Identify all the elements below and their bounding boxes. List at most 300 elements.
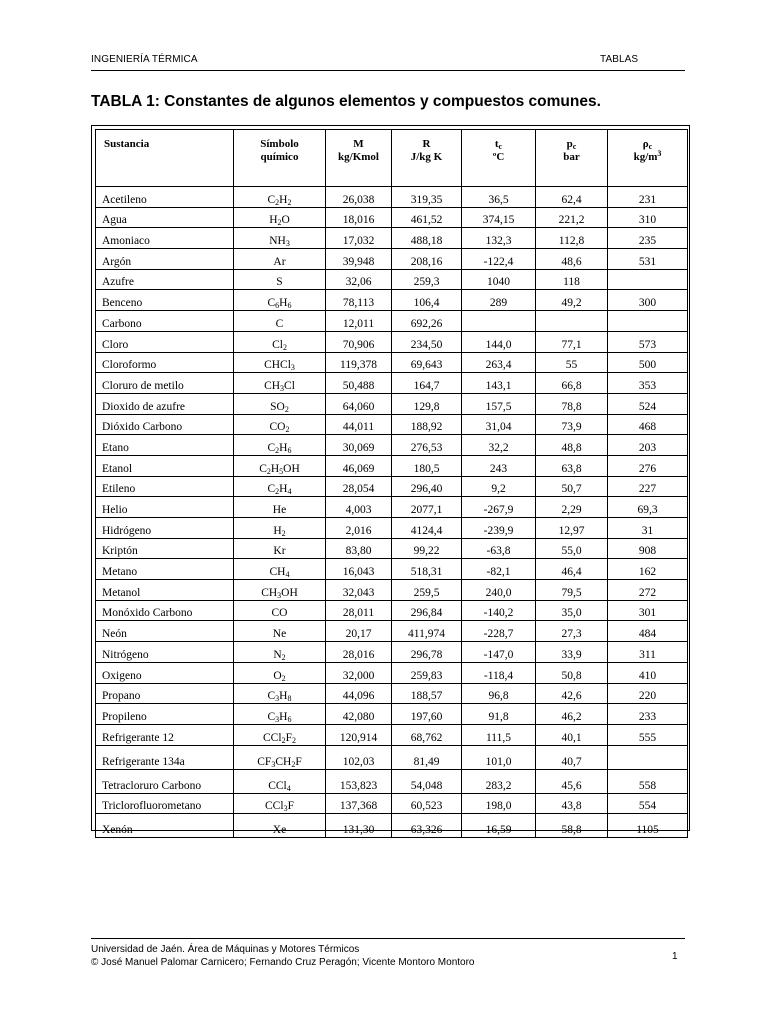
- critical-density-cell: [608, 745, 688, 769]
- column-header: [234, 130, 326, 187]
- gas-constant-cell: 188,92: [392, 414, 462, 435]
- table-row: [96, 704, 688, 725]
- substance-name-cell: Etano: [96, 435, 234, 456]
- formula-subscript: 3: [285, 239, 290, 249]
- formula-subscript: 3: [283, 804, 288, 814]
- molar-mass-cell: 28,011: [326, 600, 392, 621]
- critical-pressure-cell: 46,4: [536, 559, 608, 580]
- formula-text: C: [275, 317, 284, 330]
- chemical-formula-cell: [234, 207, 326, 228]
- table-row: [96, 228, 688, 249]
- critical-density-cell: 531: [608, 249, 688, 270]
- molar-mass-cell: 32,000: [326, 662, 392, 683]
- substance-name-cell: Dióxido Carbono: [96, 414, 234, 435]
- chemical-formula-cell: [234, 683, 326, 704]
- molar-mass-cell: 39,948: [326, 249, 392, 270]
- critical-pressure-cell: 55,0: [536, 538, 608, 559]
- critical-temp-cell: 16,59: [462, 814, 536, 838]
- critical-density-cell: 301: [608, 600, 688, 621]
- column-header-line2: ºC: [492, 151, 505, 163]
- formula-text: OH: [283, 462, 300, 475]
- gas-constant-cell: 488,18: [392, 228, 462, 249]
- molar-mass-cell: 2,016: [326, 518, 392, 539]
- table-row: [96, 814, 688, 838]
- molar-mass-cell: 4,003: [326, 497, 392, 518]
- critical-temp-cell: [462, 311, 536, 332]
- table-row: [96, 600, 688, 621]
- chemical-formula-cell: [234, 414, 326, 435]
- table-row: [96, 497, 688, 518]
- formula-text: Ne: [272, 628, 287, 641]
- critical-pressure-cell: 48,6: [536, 249, 608, 270]
- molar-mass-cell: 131,30: [326, 814, 392, 838]
- formula-text: NH: [269, 235, 286, 248]
- table-row: [96, 662, 688, 683]
- critical-temp-cell: 96,8: [462, 683, 536, 704]
- gas-constant-cell: 518,31: [392, 559, 462, 580]
- gas-constant-cell: 411,974: [392, 621, 462, 642]
- critical-temp-cell: 36,5: [462, 187, 536, 208]
- table-row: [96, 352, 688, 373]
- column-header-line2: kg/m: [633, 151, 658, 163]
- critical-pressure-cell: 35,0: [536, 600, 608, 621]
- column-header-sub: c: [498, 142, 503, 151]
- molar-mass-cell: 120,914: [326, 724, 392, 745]
- table-row: [96, 269, 688, 290]
- table-row: [96, 414, 688, 435]
- critical-temp-cell: 289: [462, 290, 536, 311]
- gas-constant-cell: 461,52: [392, 207, 462, 228]
- critical-density-cell: 1105: [608, 814, 688, 838]
- formula-text: H: [269, 214, 278, 227]
- table-row: [96, 642, 688, 663]
- molar-mass-cell: 78,113: [326, 290, 392, 311]
- table-row: [96, 683, 688, 704]
- chemical-formula-cell: [234, 373, 326, 394]
- critical-pressure-cell: 118: [536, 269, 608, 290]
- formula-text: C: [259, 462, 267, 475]
- formula-text: Kr: [273, 545, 286, 558]
- critical-pressure-cell: 78,8: [536, 393, 608, 414]
- critical-temp-cell: 143,1: [462, 373, 536, 394]
- critical-pressure-cell: 46,2: [536, 704, 608, 725]
- formula-subscript: 2: [291, 735, 296, 745]
- footer-rule: [91, 938, 685, 939]
- gas-constant-cell: 197,60: [392, 704, 462, 725]
- formula-text: H: [270, 462, 280, 475]
- chemical-formula-cell: [234, 518, 326, 539]
- molar-mass-cell: 32,06: [326, 269, 392, 290]
- critical-density-cell: 31: [608, 518, 688, 539]
- formula-text: He: [272, 504, 287, 516]
- critical-pressure-cell: 62,4: [536, 187, 608, 208]
- formula-subscript: 2: [281, 652, 286, 662]
- critical-temp-cell: 9,2: [462, 476, 536, 497]
- molar-mass-cell: 64,060: [326, 393, 392, 414]
- critical-temp-cell: -118,4: [462, 662, 536, 683]
- critical-pressure-cell: 73,9: [536, 414, 608, 435]
- molar-mass-cell: 153,823: [326, 769, 392, 793]
- formula-text: H: [279, 193, 288, 206]
- molar-mass-cell: 119,378: [326, 352, 392, 373]
- chemical-formula-cell: [234, 704, 326, 725]
- critical-pressure-cell: 2,29: [536, 497, 608, 518]
- critical-temp-cell: -147,0: [462, 642, 536, 663]
- table-row: [96, 769, 688, 793]
- formula-subscript: 2: [281, 735, 286, 745]
- formula-subscript: 2: [277, 218, 282, 228]
- critical-pressure-cell: 112,8: [536, 228, 608, 249]
- formula-text: CCl: [265, 800, 284, 813]
- chemical-formula-cell: [234, 580, 326, 601]
- molar-mass-cell: 17,032: [326, 228, 392, 249]
- critical-temp-cell: 132,3: [462, 228, 536, 249]
- header-right: TABLAS: [600, 54, 639, 65]
- formula-text: O: [273, 669, 282, 682]
- critical-density-cell: 310: [608, 207, 688, 228]
- table-row: [96, 559, 688, 580]
- formula-subscript: 3: [290, 363, 295, 373]
- chemical-formula-cell: [234, 352, 326, 373]
- formula-subscript: 3: [275, 714, 280, 724]
- formula-subscript: 3: [275, 694, 280, 704]
- formula-subscript: 2: [275, 197, 280, 207]
- column-header-line1: M: [353, 138, 364, 150]
- formula-text: CCl: [263, 731, 282, 744]
- critical-density-cell: 300: [608, 290, 688, 311]
- critical-pressure-cell: 49,2: [536, 290, 608, 311]
- formula-subscript: 5: [279, 466, 284, 476]
- critical-density-cell: 227: [608, 476, 688, 497]
- critical-temp-cell: 243: [462, 455, 536, 476]
- table-row: [96, 290, 688, 311]
- table-row: [96, 455, 688, 476]
- table-row: [96, 373, 688, 394]
- critical-density-cell: 162: [608, 559, 688, 580]
- column-header-line1: ρ: [642, 138, 649, 150]
- column-header-line2: kg/Kmol: [338, 151, 379, 163]
- gas-constant-cell: 208,16: [392, 249, 462, 270]
- formula-subscript: 2: [287, 197, 292, 207]
- formula-text: CH: [264, 379, 281, 392]
- substance-name-cell: Etileno: [96, 476, 234, 497]
- substance-name-cell: Refrigerante 134a: [96, 745, 234, 769]
- formula-text: O: [281, 214, 290, 227]
- table-row: [96, 435, 688, 456]
- critical-temp-cell: -239,9: [462, 518, 536, 539]
- critical-density-cell: 233: [608, 704, 688, 725]
- gas-constant-cell: 276,53: [392, 435, 462, 456]
- footer-institution: Universidad de Jaén. Área de Máquinas y Motores Térmicos: [91, 944, 360, 955]
- substance-name-cell: Nitrógeno: [96, 642, 234, 663]
- formula-subscript: 6: [287, 445, 292, 455]
- molar-mass-cell: 70,906: [326, 331, 392, 352]
- substance-name-cell: Propileno: [96, 704, 234, 725]
- gas-constant-cell: 188,57: [392, 683, 462, 704]
- gas-constant-cell: 129,8: [392, 393, 462, 414]
- critical-temp-cell: 144,0: [462, 331, 536, 352]
- chemical-formula-cell: [234, 476, 326, 497]
- substance-name-cell: Azufre: [96, 269, 234, 290]
- substance-name-cell: Amoniaco: [96, 228, 234, 249]
- formula-text: F: [285, 731, 292, 744]
- chemical-formula-cell: [234, 187, 326, 208]
- substance-name-cell: Cloroformo: [96, 352, 234, 373]
- critical-temp-cell: 198,0: [462, 793, 536, 814]
- substance-name-cell: Carbono: [96, 311, 234, 332]
- column-header-sub: c: [648, 142, 653, 151]
- critical-density-cell: 276: [608, 455, 688, 476]
- chemical-formula-cell: [234, 269, 326, 290]
- table-row: [96, 331, 688, 352]
- chemical-formula-cell: [234, 393, 326, 414]
- table-header-row: [96, 130, 688, 187]
- molar-mass-cell: 50,488: [326, 373, 392, 394]
- critical-pressure-cell: 12,97: [536, 518, 608, 539]
- column-header-line1: t: [494, 138, 499, 150]
- chemical-formula-cell: [234, 642, 326, 663]
- chemical-formula-cell: [234, 600, 326, 621]
- molar-mass-cell: 26,038: [326, 187, 392, 208]
- formula-text: CHCl: [264, 359, 291, 372]
- formula-subscript: 2: [285, 425, 290, 435]
- critical-density-cell: 524: [608, 393, 688, 414]
- molar-mass-cell: 20,17: [326, 621, 392, 642]
- formula-text: H: [273, 524, 282, 537]
- critical-density-cell: 554: [608, 793, 688, 814]
- formula-text: C: [267, 297, 276, 310]
- gas-constant-cell: 164,7: [392, 373, 462, 394]
- substance-name-cell: Cloro: [96, 331, 234, 352]
- substance-name-cell: Helio: [96, 497, 234, 518]
- gas-constant-cell: 319,35: [392, 187, 462, 208]
- critical-pressure-cell: 63,8: [536, 455, 608, 476]
- critical-pressure-cell: 58,8: [536, 814, 608, 838]
- formula-subscript: 6: [287, 301, 292, 311]
- column-header-line2: químico: [260, 151, 299, 163]
- critical-density-cell: 311: [608, 642, 688, 663]
- gas-constant-cell: 99,22: [392, 538, 462, 559]
- formula-text: H: [279, 710, 288, 723]
- critical-density-cell: 353: [608, 373, 688, 394]
- substance-name-cell: Monóxido Carbono: [96, 600, 234, 621]
- column-header: [608, 130, 688, 187]
- table-row: [96, 311, 688, 332]
- header-rule: [91, 70, 685, 71]
- formula-subscript: 2: [291, 759, 296, 769]
- critical-temp-cell: -267,9: [462, 497, 536, 518]
- formula-text: Xe: [272, 824, 287, 837]
- chemical-formula-cell: [234, 793, 326, 814]
- table-body: [96, 187, 688, 838]
- chemical-formula-cell: [234, 724, 326, 745]
- molar-mass-cell: 44,096: [326, 683, 392, 704]
- formula-text: OH: [281, 586, 298, 599]
- critical-temp-cell: 32,2: [462, 435, 536, 456]
- formula-text: N: [273, 648, 282, 661]
- column-header-line1: p: [566, 138, 573, 150]
- substance-name-cell: Benceno: [96, 290, 234, 311]
- gas-constant-cell: 63,326: [392, 814, 462, 838]
- critical-density-cell: 272: [608, 580, 688, 601]
- chemical-formula-cell: [234, 435, 326, 456]
- critical-temp-cell: 111,5: [462, 724, 536, 745]
- chemical-formula-cell: [234, 814, 326, 838]
- critical-pressure-cell: 221,2: [536, 207, 608, 228]
- table-row: [96, 187, 688, 208]
- chemical-formula-cell: [234, 559, 326, 580]
- formula-text: H: [279, 441, 288, 454]
- critical-temp-cell: -140,2: [462, 600, 536, 621]
- column-header-sub: c: [572, 142, 577, 151]
- formula-text: SO: [270, 400, 285, 413]
- table-row: [96, 793, 688, 814]
- substance-name-cell: Argón: [96, 249, 234, 270]
- chemical-formula-cell: [234, 621, 326, 642]
- molar-mass-cell: 102,03: [326, 745, 392, 769]
- gas-constant-cell: 81,49: [392, 745, 462, 769]
- critical-density-cell: 235: [608, 228, 688, 249]
- molar-mass-cell: 32,043: [326, 580, 392, 601]
- critical-pressure-cell: 79,5: [536, 580, 608, 601]
- critical-density-cell: 484: [608, 621, 688, 642]
- formula-subscript: 2: [281, 673, 286, 683]
- column-header: [392, 130, 462, 187]
- gas-constant-cell: 234,50: [392, 331, 462, 352]
- footer-copyright: © José Manuel Palomar Carnicero; Fernando Cruz Peragón; Vicente Montoro Montoro: [91, 957, 475, 968]
- substance-name-cell: Oxigeno: [96, 662, 234, 683]
- chemical-formula-cell: [234, 290, 326, 311]
- molar-mass-cell: 44,011: [326, 414, 392, 435]
- formula-subscript: 2: [266, 466, 271, 476]
- chemical-formula-cell: [234, 745, 326, 769]
- table-row: [96, 724, 688, 745]
- critical-temp-cell: 263,4: [462, 352, 536, 373]
- formula-subscript: 2: [284, 404, 289, 414]
- formula-text: H: [279, 483, 288, 496]
- formula-text: C: [267, 690, 276, 703]
- gas-constant-cell: 259,5: [392, 580, 462, 601]
- critical-density-cell: 220: [608, 683, 688, 704]
- formula-text: CH: [269, 566, 286, 579]
- critical-temp-cell: -228,7: [462, 621, 536, 642]
- column-header-line1: Símbolo: [260, 138, 299, 150]
- table-row: [96, 518, 688, 539]
- molar-mass-cell: 12,011: [326, 311, 392, 332]
- critical-density-cell: 573: [608, 331, 688, 352]
- formula-text: H: [279, 297, 288, 310]
- column-header-line1: R: [422, 138, 431, 150]
- critical-temp-cell: -82,1: [462, 559, 536, 580]
- substance-name-cell: Agua: [96, 207, 234, 228]
- formula-text: CH: [261, 586, 278, 599]
- gas-constant-cell: 259,83: [392, 662, 462, 683]
- gas-constant-cell: 4124,4: [392, 518, 462, 539]
- formula-text: C: [267, 483, 276, 496]
- formula-subscript: 3: [280, 383, 285, 393]
- column-header-line1: Sustancia: [104, 138, 150, 150]
- column-header: [462, 130, 536, 187]
- critical-temp-cell: 283,2: [462, 769, 536, 793]
- formula-subscript: 3: [271, 759, 276, 769]
- substance-name-cell: Etanol: [96, 455, 234, 476]
- formula-text: Ar: [273, 255, 286, 268]
- formula-text: F: [295, 755, 302, 768]
- formula-text: C: [267, 710, 276, 723]
- gas-constant-cell: 54,048: [392, 769, 462, 793]
- critical-pressure-cell: 27,3: [536, 621, 608, 642]
- formula-text: CCl: [268, 779, 287, 792]
- critical-temp-cell: 1040: [462, 269, 536, 290]
- chemical-formula-cell: [234, 662, 326, 683]
- critical-temp-cell: 157,5: [462, 393, 536, 414]
- substance-name-cell: Acetileno: [96, 187, 234, 208]
- page-number: 1: [672, 951, 678, 962]
- formula-subscript: 6: [275, 301, 280, 311]
- substance-name-cell: Hidrógeno: [96, 518, 234, 539]
- table-row: [96, 249, 688, 270]
- substance-name-cell: Triclorofluorometano: [96, 793, 234, 814]
- chemical-formula-cell: [234, 311, 326, 332]
- substance-name-cell: Kriptón: [96, 538, 234, 559]
- formula-text: CH: [275, 755, 292, 768]
- formula-subscript: 2: [275, 487, 280, 497]
- substance-name-cell: Neón: [96, 621, 234, 642]
- critical-pressure-cell: 50,8: [536, 662, 608, 683]
- table-row: [96, 207, 688, 228]
- gas-constant-cell: 180,5: [392, 455, 462, 476]
- critical-temp-cell: 101,0: [462, 745, 536, 769]
- chemical-formula-cell: [234, 455, 326, 476]
- substance-name-cell: Metano: [96, 559, 234, 580]
- critical-density-cell: 203: [608, 435, 688, 456]
- gas-constant-cell: 68,762: [392, 724, 462, 745]
- header-left: INGENIERÍA TÉRMICA: [91, 54, 198, 65]
- formula-subscript: 4: [285, 570, 290, 580]
- critical-density-cell: 908: [608, 538, 688, 559]
- substance-name-cell: Tetracloruro Carbono: [96, 769, 234, 793]
- gas-constant-cell: 69,643: [392, 352, 462, 373]
- table-row: [96, 621, 688, 642]
- critical-temp-cell: 31,04: [462, 414, 536, 435]
- substance-name-cell: Refrigerante 12: [96, 724, 234, 745]
- molar-mass-cell: 28,054: [326, 476, 392, 497]
- gas-constant-cell: 296,40: [392, 476, 462, 497]
- formula-subscript: 2: [275, 445, 280, 455]
- critical-temp-cell: 374,15: [462, 207, 536, 228]
- critical-density-cell: [608, 269, 688, 290]
- column-header-sup: 3: [657, 149, 662, 158]
- chemical-formula-cell: [234, 228, 326, 249]
- substance-name-cell: Metanol: [96, 580, 234, 601]
- critical-pressure-cell: 33,9: [536, 642, 608, 663]
- critical-pressure-cell: 48,8: [536, 435, 608, 456]
- column-header: [96, 130, 234, 187]
- critical-temp-cell: -122,4: [462, 249, 536, 270]
- critical-density-cell: 558: [608, 769, 688, 793]
- critical-pressure-cell: 55: [536, 352, 608, 373]
- critical-pressure-cell: 50,7: [536, 476, 608, 497]
- substance-name-cell: Dioxido de azufre: [96, 393, 234, 414]
- table-row: [96, 393, 688, 414]
- formula-text: F: [287, 800, 294, 813]
- formula-text: C: [267, 193, 276, 206]
- critical-pressure-cell: [536, 311, 608, 332]
- critical-temp-cell: 240,0: [462, 580, 536, 601]
- molar-mass-cell: 28,016: [326, 642, 392, 663]
- chemical-formula-cell: [234, 249, 326, 270]
- molar-mass-cell: 18,016: [326, 207, 392, 228]
